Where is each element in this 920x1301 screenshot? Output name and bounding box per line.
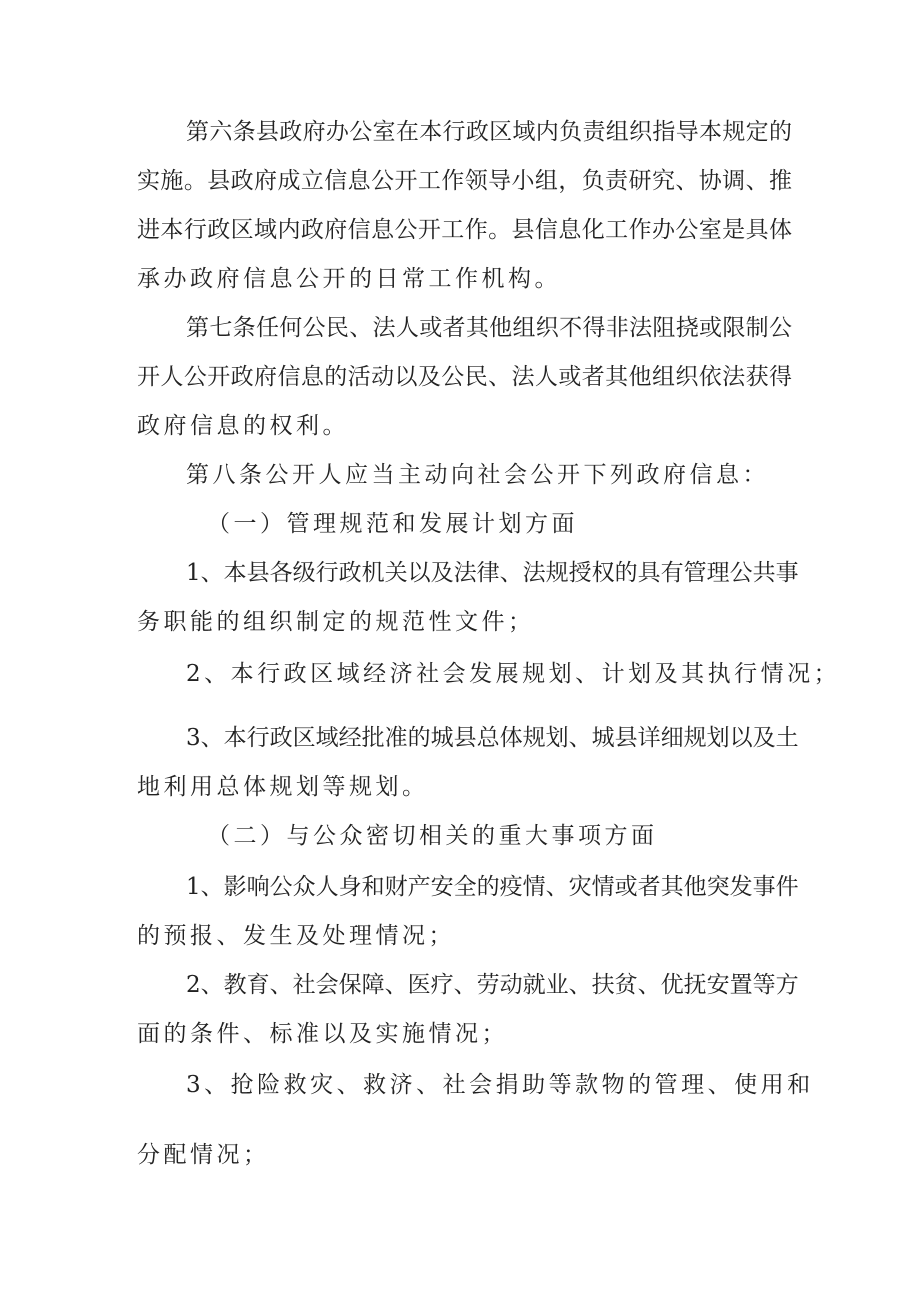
article-6-line-3: 进本行政区域内政府信息公开工作。县信息化工作办公室是具体 [137,217,792,243]
section-1-item-2: 2、本行政区域经济社会发展规划、计划及其执行情况； [186,661,841,687]
section-1-item-1-line-1: 1、本县各级行政机关以及法律、法规授权的具有管理公共事 [186,560,799,586]
section-1-item-3-line-2: 地利用总体规划等规划。 [137,774,429,800]
section-1-heading: （一）管理规范和发展计划方面 [207,511,578,537]
section-2-heading: （二）与公众密切相关的重大事项方面 [207,823,658,849]
section-1-item-1-line-2: 务职能的组织制定的规范性文件； [137,609,535,635]
section-2-item-1-line-2: 的预报、发生及处理情况； [137,923,455,949]
article-6-line-2: 实施。县政府成立信息公开工作领导小组，负责研究、协调、推 [137,168,792,194]
article-7-line-3: 政府信息的权利。 [137,413,349,439]
article-7-line-2: 开人公开政府信息的活动以及公民、法人或者其他组织依法获得 [137,364,792,390]
section-2-item-1-line-1: 1、影响公众人身和财产安全的疫情、灾情或者其他突发事件 [186,874,799,900]
section-2-item-2-line-2: 面的条件、标准以及实施情况； [137,1021,508,1047]
article-6-line-4: 承办政府信息公开的日常工作机构。 [137,266,561,292]
section-2-item-2-line-1: 2、教育、社会保障、医疗、劳动就业、扶贫、优抚安置等方 [186,972,799,998]
article-8-heading: 第八条公开人应当主动向社会公开下列政府信息： [186,462,769,488]
section-2-item-3-line-1: 3、抢险救灾、救济、社会捐助等款物的管理、使用和 [186,1072,814,1098]
article-6-line-1: 第六条县政府办公室在本行政区域内负责组织指导本规定的 [186,119,792,145]
section-2-item-3-line-2: 分配情况； [137,1142,270,1168]
section-1-item-3-line-1: 3、本行政区域经批准的城县总体规划、城县详细规划以及土 [186,725,799,751]
article-7-line-1: 第七条任何公民、法人或者其他组织不得非法阻挠或限制公 [186,315,792,341]
